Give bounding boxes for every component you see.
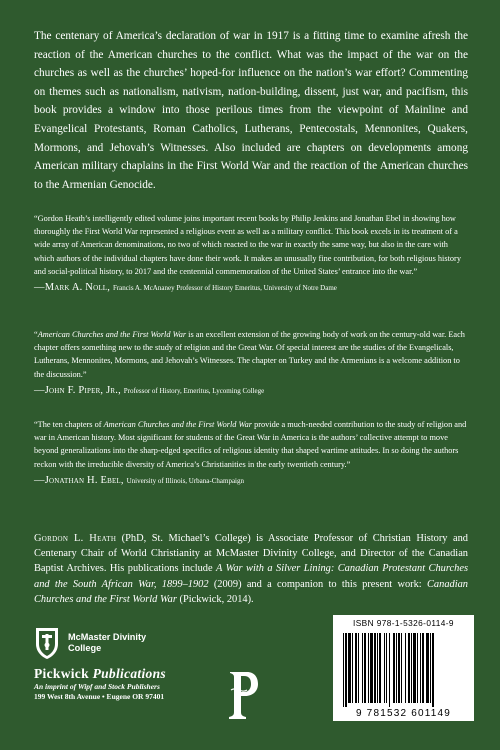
barcode-bar	[343, 633, 344, 707]
endorser-name: —John F. Piper, Jr.,	[34, 384, 121, 396]
mcmaster-name	[68, 632, 146, 654]
endorsement-text	[34, 418, 468, 471]
barcode-bar	[355, 633, 357, 703]
barcode-bar	[417, 633, 418, 703]
endorsement-attribution	[34, 281, 468, 295]
publisher-block	[34, 666, 214, 701]
publisher-name-part1: Pickwick	[34, 666, 93, 681]
bio-text: (2009) and a companion to this present work:	[208, 578, 427, 590]
mcmaster-line2: College	[68, 643, 102, 653]
publisher-name	[34, 666, 214, 682]
author-name: Gordon L. Heath	[34, 533, 117, 544]
barcode-bar	[370, 633, 373, 703]
barcode-bar	[426, 633, 429, 703]
endorsement-ebel	[34, 418, 468, 488]
endorsement-body: provide a much-needed contribution to the study of religion and war in American history. Most significant for students of the Great War in America is the authors’ collective attempt to move beyond generalizations into the sharp-edged specifics of religious identity that shaped wartime attitudes. In so doing the authors reckon with the irreducible diversity of America’s Christianities in the early twentieth century.”	[34, 420, 467, 469]
endorsement-text	[34, 328, 468, 381]
barcode-bar	[401, 633, 402, 703]
book-title: American Churches and the First World War	[103, 420, 252, 429]
endorsement-noll	[34, 212, 468, 295]
barcode-bar	[364, 633, 366, 703]
barcode-number: 9 781532 601149	[355, 708, 452, 719]
open-quote: “	[34, 330, 38, 339]
endorser-name: —Mark A. Noll,	[34, 282, 111, 294]
bio-book-title: A War with a Silver Lining: Canadian Protestant Churches and the South African War, 1899–1902	[34, 563, 468, 590]
barcode-area	[333, 615, 474, 721]
crest-icon	[34, 626, 60, 660]
endorser-affiliation: University of Illinois, Urbana-Champaign	[126, 476, 244, 485]
barcode-bar	[405, 633, 406, 703]
barcode-bar	[389, 633, 390, 707]
barcode-bar	[396, 633, 397, 703]
barcode-bar	[379, 633, 381, 703]
bio-text: (Pickwick, 2014).	[176, 593, 254, 605]
pickwick-p-logo-icon	[227, 668, 261, 720]
barcode-bar	[368, 633, 369, 703]
endorsement-piper	[34, 328, 468, 398]
author-bio	[34, 531, 468, 607]
publisher-address: 199 West 8th Avenue • Eugene OR 97401	[34, 691, 165, 701]
endorser-name: —Jonathan H. Ebel,	[34, 474, 124, 486]
barcode-bar	[430, 633, 431, 703]
isbn-text: ISBN 978-1-5326-0114-9	[353, 618, 454, 628]
barcode-bar	[348, 633, 351, 703]
publisher-name-part2: Publications	[92, 666, 166, 681]
book-title: American Churches and the First World War	[37, 330, 187, 339]
barcode-bar	[408, 633, 410, 703]
barcode-bar	[362, 633, 363, 703]
bio-book-title: Canadian Churches and the First World War	[34, 578, 468, 605]
barcode-bar	[386, 633, 387, 703]
barcode-bar	[420, 633, 421, 703]
barcode-icon	[343, 633, 464, 707]
barcode-bar	[413, 633, 416, 703]
barcode-bar	[422, 633, 424, 703]
endorsement-attribution	[34, 474, 468, 488]
barcode-bar	[398, 633, 400, 703]
barcode-bar	[393, 633, 395, 703]
endorsement-text: “Gordon Heath’s intelligently edited volume joins important recent books by Philip Jenkins and Jonathan Ebel in showing how thoroughly the First World War represented a religious event as well as a military conflict. This book excels in its treatment of a wide array of American denominations, no two of which reacted to the war in exactly the same way, but also in the care with which authors of the individual chapters have done their work. It makes an unusually fine contribution, for both religious history and social-political history, to 2017 and the centennial commemoration of the United States’ entrance into the war.”	[34, 214, 461, 276]
barcode-bar	[345, 633, 347, 707]
barcode-bar	[432, 633, 434, 707]
mcmaster-logo	[34, 623, 234, 663]
mcmaster-line1: McMaster Divinity	[68, 632, 147, 642]
endorsement-body: is an excellent extension of the growing body of work on the century-old war. Each chapter offers something new to the study of religion and the Great War. Of special interest are the studies of the Evangelicals, Lutherans, Mennonites, Mormons, and Jehovah’s Witnesses. The chapter on Turkey and the Armenians is a welcome addition to the discussion.”	[34, 330, 465, 379]
book-description: The centenary of America’s declaration of war in 1917 is a fitting time to examine afresh the reaction of the American churches to the conflict. What was the impact of the war on the churches as well as the churches’ hoped-for influence on the nation’s war effort? Commenting on themes such as nationalism, nativism, nation-building, dissent, just war, and pacifism, this book provides a window into those perilous times from the viewpoint of Mainline and Evangelical Protestants, Roman Catholics, Lutherans, Pentecostals, Mennonites, Quakers, Mormons, and Jehovah’s Witnesses. Also included are chapters on developments among American military chaplains in the First World War and the reaction of the American churches to the Armenian Genocide.	[34, 30, 468, 191]
barcode-bar	[411, 633, 412, 703]
bio-text: (PhD, St. Michael’s College) is Associate Professor of Christian History and Centenary Chair of World Christianity at McMaster Divinity College, and Director of the Canadian Baptist Archives. His publications include	[34, 533, 468, 575]
endorser-affiliation: Francis A. McAnaney Professor of History Emeritus, University of Notre Dame	[112, 284, 337, 293]
barcode-bar	[352, 633, 353, 703]
barcode-bar	[358, 633, 359, 703]
endorsement-attribution	[34, 384, 468, 398]
endorser-affiliation: Professor of History, Emeritus, Lycoming College	[123, 386, 265, 395]
barcode-bar	[384, 633, 385, 703]
publisher-imprint: An imprint of Wipf and Stock Publishers	[34, 682, 160, 691]
barcode-bar	[374, 633, 376, 703]
endorsement-intro: “The ten chapters of	[34, 420, 104, 429]
barcode-bar	[377, 633, 378, 703]
